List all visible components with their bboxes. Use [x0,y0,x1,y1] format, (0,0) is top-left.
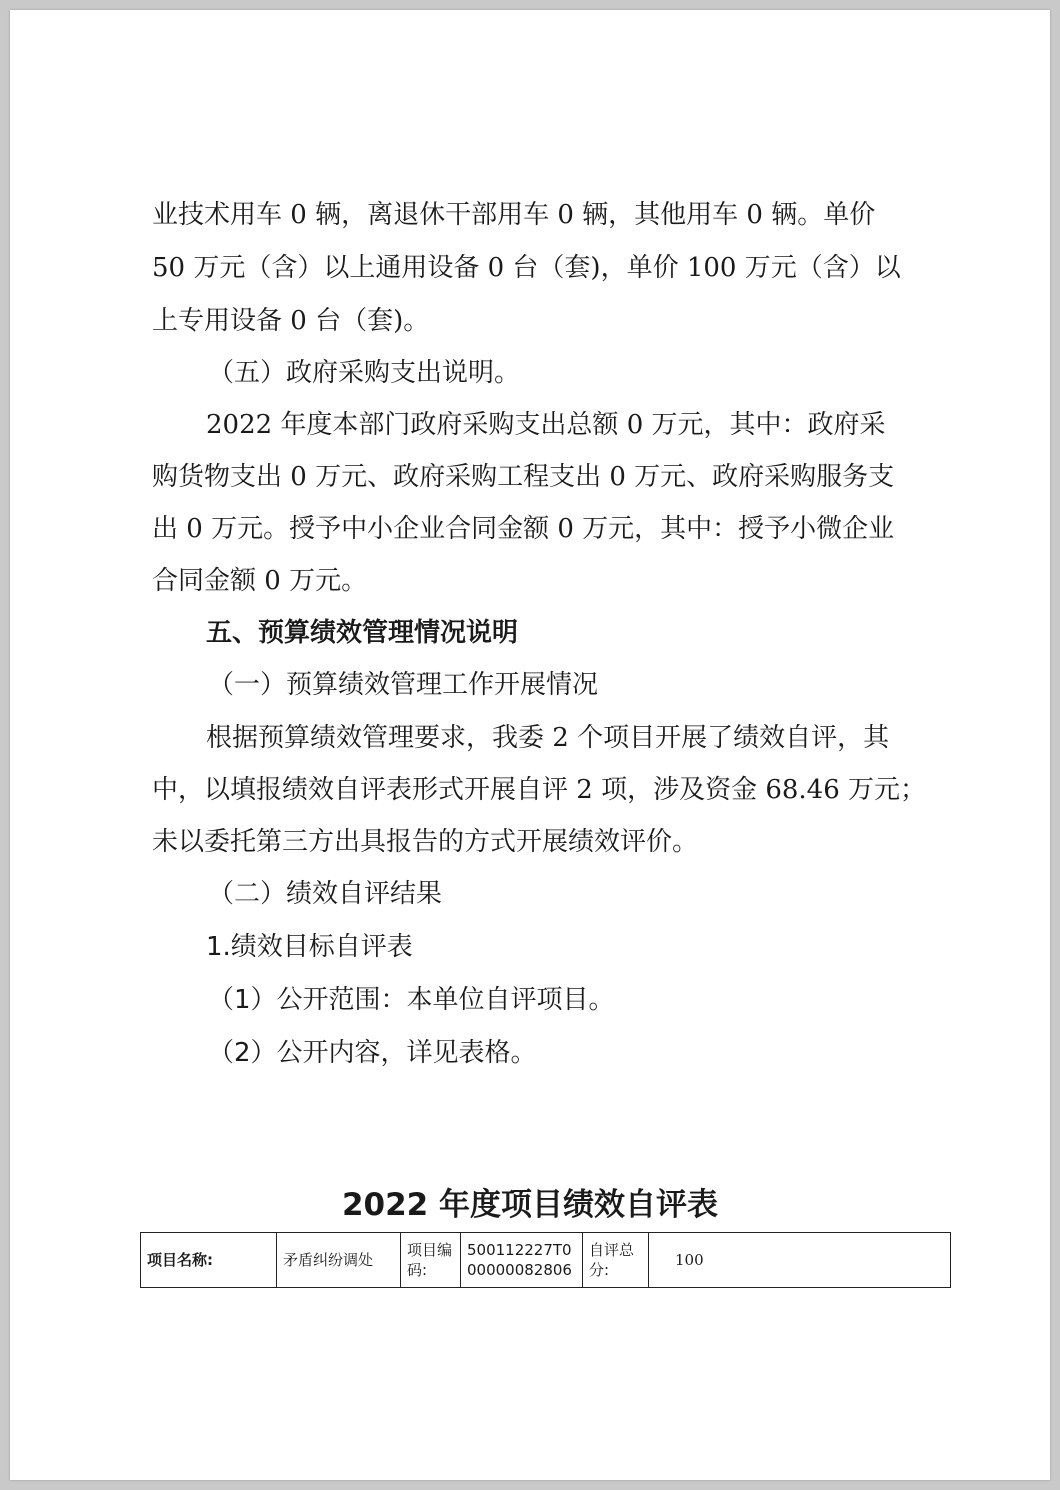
paragraph-line: 未以委托第三方出具报告的方式开展绩效评价。 [152,827,699,857]
project-name-label: 项目名称: [141,1233,277,1288]
paragraph-line: 合同金额 0 万元。 [152,566,368,596]
document-page [10,10,1050,1480]
paragraph-line: 上专用设备 0 台（套)。 [152,306,430,336]
paragraph-line: 出 0 万元。授予中小企业合同金额 0 万元，其中：授予小微企业 [152,514,895,544]
list-item: （1）公开范围：本单位自评项目。 [208,985,615,1015]
paragraph-line: 业技术用车 0 辆，离退休干部用车 0 辆，其他用车 0 辆。单价 [152,200,876,230]
subsection-heading: （一）预算绩效管理工作开展情况 [208,670,599,700]
subsection-heading: （二）绩效自评结果 [208,879,443,909]
evaluation-table [140,1232,951,1288]
list-item: 1.绩效目标自评表 [206,932,413,962]
procurement-heading: （五）政府采购支出说明。 [208,358,521,388]
section-heading: 五、预算绩效管理情况说明 [206,618,519,648]
table-title: 2022 年度项目绩效自评表 [341,1187,719,1223]
project-code-label: 项目编码: [401,1233,461,1288]
paragraph-line: 购货物支出 0 万元、政府采购工程支出 0 万元、政府采购服务支 [152,462,895,492]
project-code-value: 500112227T000000082806 [461,1233,583,1288]
paragraph-line: 中，以填报绩效自评表形式开展自评 2 项，涉及资金 68.46 万元； [152,775,927,805]
table-row [141,1233,951,1288]
list-item: （2）公开内容，详见表格。 [208,1038,537,1068]
score-value: 100 [649,1233,951,1288]
score-label: 自评总分: [583,1233,649,1288]
paragraph-line: 2022 年度本部门政府采购支出总额 0 万元，其中：政府采 [206,410,886,440]
paragraph-line: 根据预算绩效管理要求，我委 2 个项目开展了绩效自评，其 [206,723,890,753]
project-name-value: 矛盾纠纷调处 [277,1233,401,1288]
paragraph-line: 50 万元（含）以上通用设备 0 台（套)，单价 100 万元（含）以 [152,253,901,283]
